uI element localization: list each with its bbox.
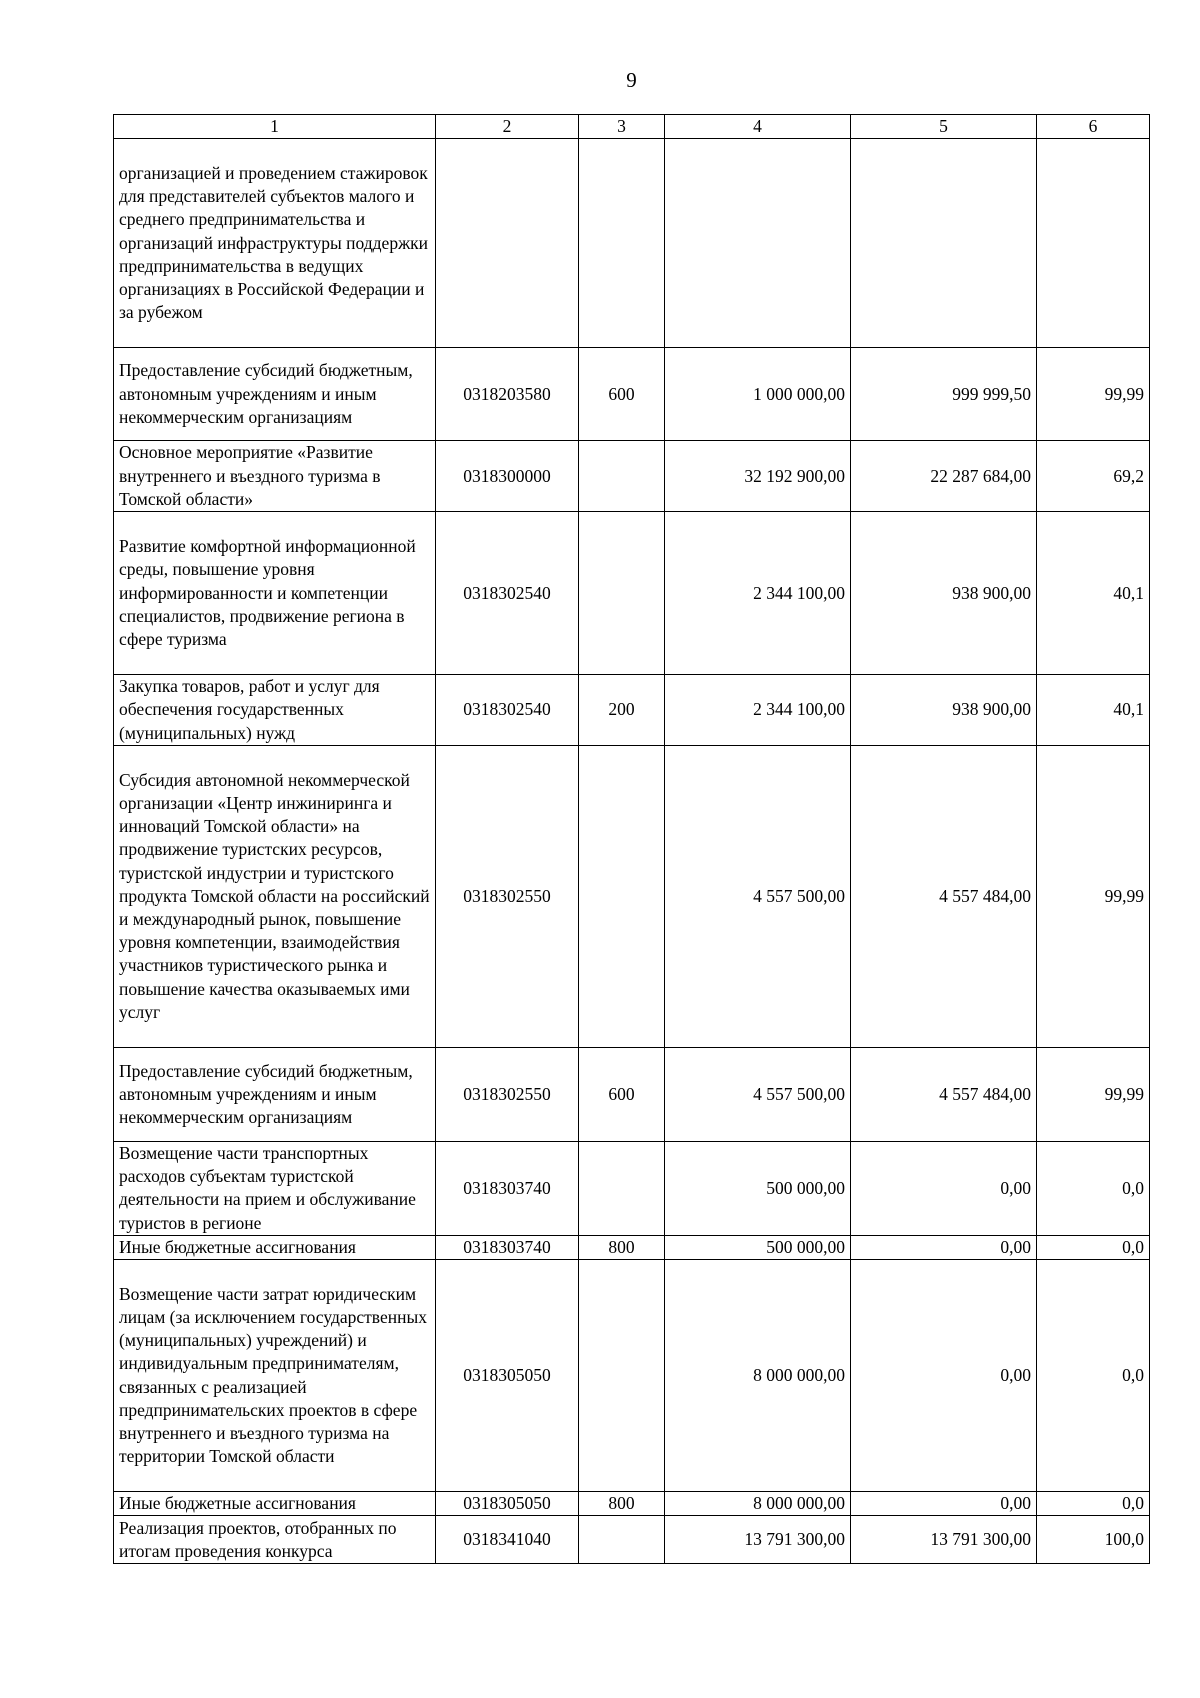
table-row	[114, 139, 1150, 348]
row-plan: 4 557 500,00	[665, 1047, 851, 1141]
row-code: 0318302550	[436, 745, 579, 1047]
row-percent: 0,0	[1037, 1260, 1150, 1492]
row-plan: 8 000 000,00	[665, 1260, 851, 1492]
row-plan: 8 000 000,00	[665, 1492, 851, 1516]
row-fact: 0,00	[851, 1235, 1037, 1259]
row-percent: 0,0	[1037, 1141, 1150, 1235]
row-name: Иные бюджетные ассигнования	[114, 1235, 436, 1259]
row-name: Субсидия автономной некоммерческой организации «Центр инжиниринга и инноваций Томской области» на продвижение туристских ресурсов, туристской индустрии и туристского продукта Томской области на российский и международный рынок, повышение уровня компетенции, взаимодействия участников туристического рынка и повышение качества оказываемых ими услуг	[114, 745, 436, 1047]
row-plan: 500 000,00	[665, 1141, 851, 1235]
row-percent	[1037, 139, 1150, 348]
row-name: Закупка товаров, работ и услуг для обеспечения государственных (муниципальных) нужд	[114, 675, 436, 746]
row-code: 0318303740	[436, 1235, 579, 1259]
table-header	[114, 115, 1150, 139]
table-row	[114, 745, 1150, 1047]
row-plan: 4 557 500,00	[665, 745, 851, 1047]
row-plan: 32 192 900,00	[665, 441, 851, 512]
table-row	[114, 512, 1150, 675]
row-fact: 0,00	[851, 1492, 1037, 1516]
row-plan: 1 000 000,00	[665, 348, 851, 441]
row-plan: 500 000,00	[665, 1235, 851, 1259]
table-row	[114, 1492, 1150, 1516]
row-type: 800	[579, 1235, 665, 1259]
row-name: Предоставление субсидий бюджетным, автономным учреждениям и иным некоммерческим организациям	[114, 1047, 436, 1141]
header-row	[114, 115, 1150, 139]
row-fact: 938 900,00	[851, 675, 1037, 746]
budget-table	[113, 114, 1150, 1564]
row-type	[579, 1516, 665, 1564]
row-plan	[665, 139, 851, 348]
row-plan: 13 791 300,00	[665, 1516, 851, 1564]
row-fact: 0,00	[851, 1141, 1037, 1235]
table-row	[114, 441, 1150, 512]
row-percent: 40,1	[1037, 675, 1150, 746]
row-plan: 2 344 100,00	[665, 512, 851, 675]
row-type	[579, 1260, 665, 1492]
row-percent: 100,0	[1037, 1516, 1150, 1564]
row-name: Возмещение части затрат юридическим лицам (за исключением государственных (муниципальных) учреждений) и индивидуальным предпринимателям, связанных с реализацией предпринимательских проектов в сфере внутреннего и въездного туризма на территории Томской области	[114, 1260, 436, 1492]
row-fact: 0,00	[851, 1260, 1037, 1492]
column-header: 5	[851, 115, 1037, 139]
column-header: 2	[436, 115, 579, 139]
row-type: 200	[579, 675, 665, 746]
row-code: 0318302540	[436, 675, 579, 746]
row-plan: 2 344 100,00	[665, 675, 851, 746]
row-code: 0318305050	[436, 1260, 579, 1492]
table-row	[114, 1047, 1150, 1141]
row-fact: 13 791 300,00	[851, 1516, 1037, 1564]
row-name: Основное мероприятие «Развитие внутреннего и въездного туризма в Томской области»	[114, 441, 436, 512]
row-percent: 99,99	[1037, 745, 1150, 1047]
row-fact: 4 557 484,00	[851, 1047, 1037, 1141]
row-type	[579, 1141, 665, 1235]
row-fact: 938 900,00	[851, 512, 1037, 675]
column-header: 3	[579, 115, 665, 139]
row-percent: 99,99	[1037, 348, 1150, 441]
row-code: 0318302540	[436, 512, 579, 675]
row-percent: 0,0	[1037, 1492, 1150, 1516]
row-code: 0318300000	[436, 441, 579, 512]
row-type	[579, 441, 665, 512]
row-type: 800	[579, 1492, 665, 1516]
table-body	[114, 139, 1150, 1564]
row-code: 0318303740	[436, 1141, 579, 1235]
page-number: 9	[626, 68, 637, 92]
row-type: 600	[579, 1047, 665, 1141]
table-row	[114, 1516, 1150, 1564]
row-name: Реализация проектов, отобранных по итогам проведения конкурса	[114, 1516, 436, 1564]
row-name: Возмещение части транспортных расходов субъектам туристской деятельности на прием и обслуживание туристов в регионе	[114, 1141, 436, 1235]
column-header: 1	[114, 115, 436, 139]
row-fact: 999 999,50	[851, 348, 1037, 441]
row-type	[579, 512, 665, 675]
row-name: Иные бюджетные ассигнования	[114, 1492, 436, 1516]
row-fact: 22 287 684,00	[851, 441, 1037, 512]
row-code: 0318305050	[436, 1492, 579, 1516]
row-type	[579, 745, 665, 1047]
column-header: 6	[1037, 115, 1150, 139]
row-code: 0318203580	[436, 348, 579, 441]
row-percent: 69,2	[1037, 441, 1150, 512]
table-row	[114, 1235, 1150, 1259]
column-header: 4	[665, 115, 851, 139]
row-code: 0318302550	[436, 1047, 579, 1141]
row-name: Развитие комфортной информационной среды, повышение уровня информированности и компетенции специалистов, продвижение региона в сфере туризма	[114, 512, 436, 675]
row-code	[436, 139, 579, 348]
row-fact: 4 557 484,00	[851, 745, 1037, 1047]
row-type: 600	[579, 348, 665, 441]
row-percent: 99,99	[1037, 1047, 1150, 1141]
row-name: Предоставление субсидий бюджетным, автономным учреждениям и иным некоммерческим организациям	[114, 348, 436, 441]
table-row	[114, 1260, 1150, 1492]
row-percent: 40,1	[1037, 512, 1150, 675]
row-percent: 0,0	[1037, 1235, 1150, 1259]
row-type	[579, 139, 665, 348]
table-row	[114, 675, 1150, 746]
table-row	[114, 348, 1150, 441]
table-row	[114, 1141, 1150, 1235]
row-name: организацией и проведением стажировок для представителей субъектов малого и среднего предпринимательства и организаций инфраструктуры поддержки предпринимательства в ведущих организациях в Российской Федерации и за рубежом	[114, 139, 436, 348]
row-fact	[851, 139, 1037, 348]
row-code: 0318341040	[436, 1516, 579, 1564]
